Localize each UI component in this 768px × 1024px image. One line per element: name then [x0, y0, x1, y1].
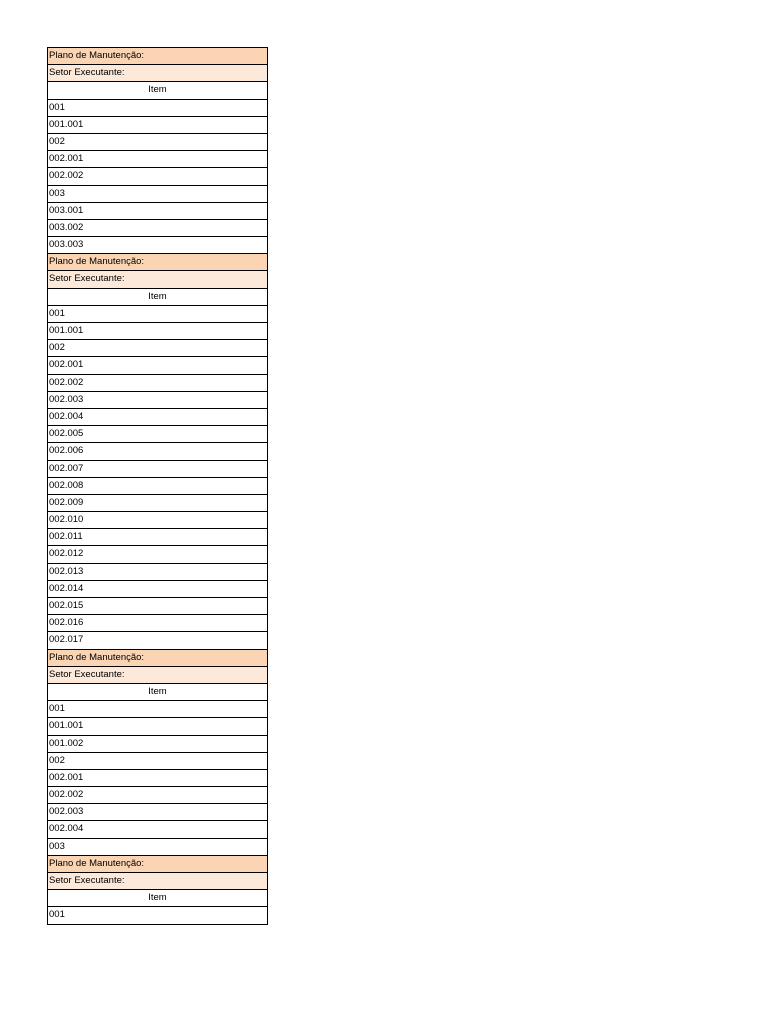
item-cell[interactable]: 001 — [48, 100, 267, 117]
item-cell[interactable]: 002.004 — [48, 821, 267, 838]
item-cell[interactable]: 003.001 — [48, 203, 267, 220]
item-column-header[interactable]: Item — [48, 890, 267, 907]
item-column-header[interactable]: Item — [48, 289, 267, 306]
sector-label-row[interactable]: Setor Executante: — [48, 271, 267, 288]
item-cell[interactable]: 002.002 — [48, 375, 267, 392]
item-cell[interactable]: 002.016 — [48, 615, 267, 632]
item-cell[interactable]: 002 — [48, 753, 267, 770]
item-cell[interactable]: 002.010 — [48, 512, 267, 529]
item-cell[interactable]: 002 — [48, 134, 267, 151]
plan-label-row[interactable]: Plano de Manutenção: — [48, 48, 267, 65]
item-cell[interactable]: 003 — [48, 186, 267, 203]
item-cell[interactable]: 002.014 — [48, 581, 267, 598]
item-cell[interactable]: 002.002 — [48, 787, 267, 804]
item-cell[interactable]: 001 — [48, 701, 267, 718]
item-cell[interactable]: 002.001 — [48, 770, 267, 787]
item-cell[interactable]: 002.017 — [48, 632, 267, 649]
item-cell[interactable]: 001.001 — [48, 117, 267, 134]
item-cell[interactable]: 002.002 — [48, 168, 267, 185]
item-cell[interactable]: 001 — [48, 306, 267, 323]
item-cell[interactable]: 003.003 — [48, 237, 267, 254]
item-cell[interactable]: 002.009 — [48, 495, 267, 512]
item-cell[interactable]: 001 — [48, 907, 267, 924]
item-column-header[interactable]: Item — [48, 684, 267, 701]
item-cell[interactable]: 002.003 — [48, 804, 267, 821]
item-cell[interactable]: 002.015 — [48, 598, 267, 615]
sector-label-row[interactable]: Setor Executante: — [48, 65, 267, 82]
item-column-header[interactable]: Item — [48, 82, 267, 99]
item-cell[interactable]: 002.001 — [48, 357, 267, 374]
item-cell[interactable]: 002.007 — [48, 461, 267, 478]
plan-label-row[interactable]: Plano de Manutenção: — [48, 254, 267, 271]
item-cell[interactable]: 002.001 — [48, 151, 267, 168]
item-cell[interactable]: 001.001 — [48, 718, 267, 735]
item-cell[interactable]: 002.005 — [48, 426, 267, 443]
item-cell[interactable]: 001.001 — [48, 323, 267, 340]
item-cell[interactable]: 002 — [48, 340, 267, 357]
sector-label-row[interactable]: Setor Executante: — [48, 873, 267, 890]
item-cell[interactable]: 003 — [48, 839, 267, 856]
item-cell[interactable]: 002.013 — [48, 564, 267, 581]
item-cell[interactable]: 003.002 — [48, 220, 267, 237]
item-cell[interactable]: 002.006 — [48, 443, 267, 460]
item-cell[interactable]: 001.002 — [48, 736, 267, 753]
spreadsheet-table — [47, 47, 268, 925]
item-cell[interactable]: 002.003 — [48, 392, 267, 409]
plan-label-row[interactable]: Plano de Manutenção: — [48, 856, 267, 873]
item-cell[interactable]: 002.004 — [48, 409, 267, 426]
plan-label-row[interactable]: Plano de Manutenção: — [48, 650, 267, 667]
item-cell[interactable]: 002.011 — [48, 529, 267, 546]
sector-label-row[interactable]: Setor Executante: — [48, 667, 267, 684]
item-cell[interactable]: 002.008 — [48, 478, 267, 495]
item-cell[interactable]: 002.012 — [48, 546, 267, 563]
